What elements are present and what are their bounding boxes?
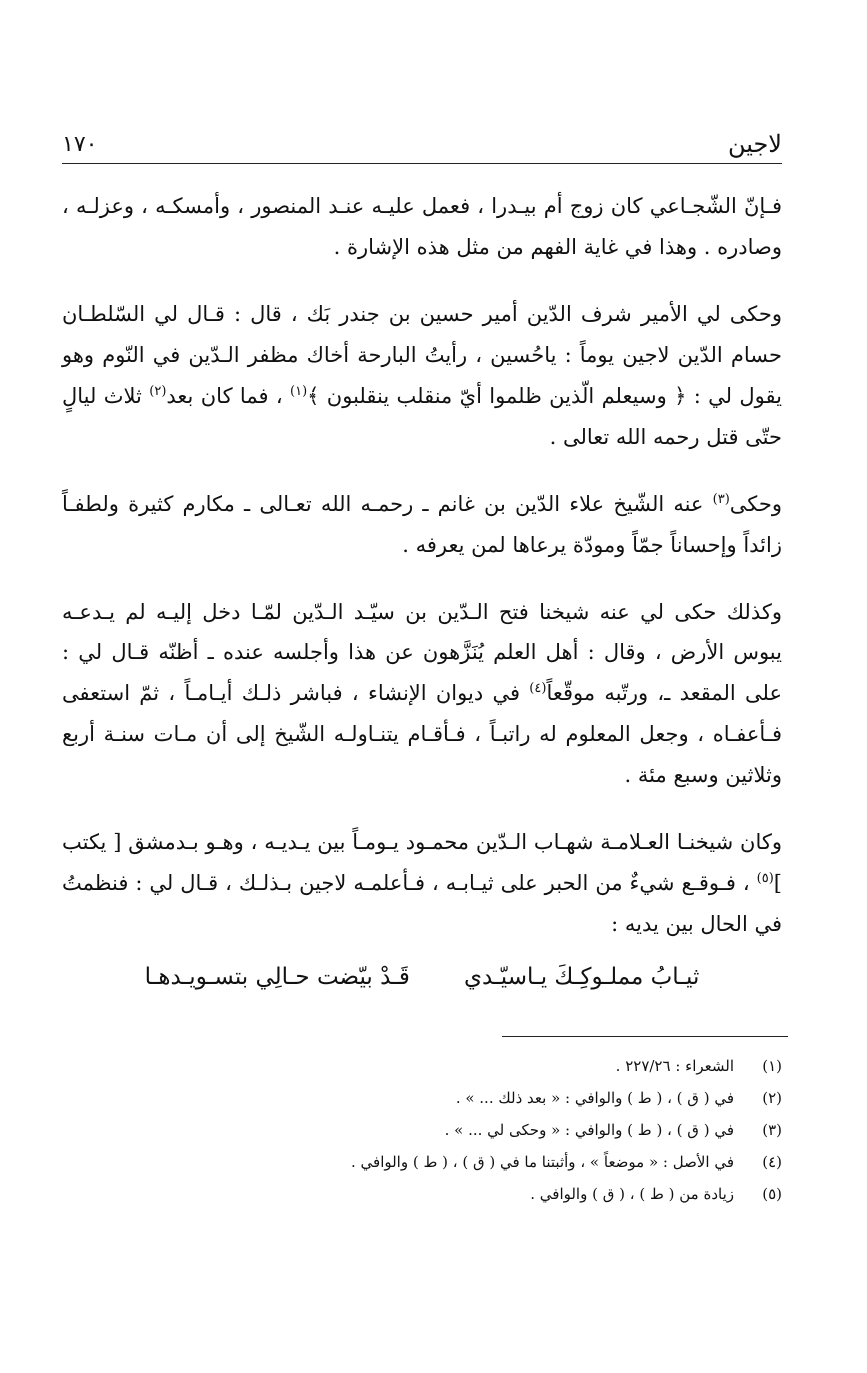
footnote-ref[interactable]: (٤)	[529, 681, 547, 697]
footnote-item	[222, 1146, 782, 1178]
paragraph	[62, 592, 782, 797]
main-text	[62, 186, 782, 1000]
paragraph	[62, 186, 782, 268]
footnote-text: في الأصل : « موضعاً » ، وأثبتنا ما في ( ق ) ، ( ط ) والوافي .	[350, 1152, 734, 1171]
paragraph-text: فـإنّ الشّجـاعي كان زوج أم بيـدرا ، فعمل عليـه عنـد المنصور ، وأمسكـه ، وعزلـه ، وصادره . وهذا في غاية الفهم من مثل هذه الإشارة .	[62, 194, 782, 259]
verse-second-hemistich: قَـدْ بيّضت حـالِي بتسـويـدهـا	[144, 964, 410, 990]
paragraph-text: في ديوان الإنشاء ، فباشر ذلـك أيـامـاً ، ثمّ استعفى فـأعفـاه ، وجعل المعلوم له راتبـاً ، فـأقـام يتنـاولـه الشّيخ إلى أن مـات سنـة أربع وثلاثين وسبع مئة .	[62, 681, 782, 788]
footnote-text: الشعراء : ٢٢٧/٢٦ .	[615, 1056, 734, 1075]
footnote-item	[222, 1050, 782, 1082]
paragraph-text: وحكى	[729, 491, 782, 516]
paragraph-text: وكان شيخنـا العـلامـة شهـاب الـدّين محمـود يـومـاً بين يـديـه ، وهـو بـدمشق [ يكتب ]	[62, 830, 782, 896]
verse-first-hemistich: ثيـابُ مملـوكِـكَ يـاسيّـدي	[463, 964, 700, 990]
poem-verse	[62, 955, 782, 1000]
paragraph-text: عنه الشّيخ علاء الدّين بن غانم ـ رحمـه الله تعـالى ـ مكارم كثيرة ولطفـاً زائداً وإحساناً جمّاً ومودّة يرعاها لمن يعرفه .	[62, 491, 782, 557]
footnote-text: زيادة من ( ط ) ، ( ق ) والوافي .	[530, 1184, 734, 1203]
paragraph	[62, 294, 782, 458]
header-rule	[62, 163, 782, 164]
footnote-ref[interactable]: (٢)	[149, 383, 167, 399]
page-number: ١٧٠	[62, 132, 98, 157]
chapter-title: لاجين	[727, 130, 782, 158]
footnotes	[222, 1050, 782, 1210]
paragraph-text: وحكى لي الأمير شرف الدّين أمير حسين بن جندر بَك ، قال : قـال لي السّلطـان حسام الدّين لاجين يوماً : ياحُسين ، رأيتُ البارحة أخاك مظفر الـدّين في النّوم وهو يقول لي : ﴿ وسيعلم الّذين ظلموا أيّ منقلب ينقلبون ﴾	[62, 301, 782, 408]
footnote-item	[222, 1114, 782, 1146]
running-header	[62, 124, 782, 164]
footnote-number: (٣)	[762, 1120, 782, 1139]
paragraph	[62, 822, 782, 945]
footnote-separator	[502, 1036, 788, 1037]
footnote-number: (٥)	[762, 1184, 782, 1203]
footnote-item	[222, 1082, 782, 1114]
footnote-ref[interactable]: (٥)	[756, 871, 774, 887]
footnote-ref[interactable]: (١)	[290, 383, 308, 399]
footnote-text: في ( ق ) ، ( ط ) والوافي : « وحكى لي ... » .	[444, 1120, 734, 1139]
footnote-number: (١)	[762, 1056, 782, 1075]
paragraph	[62, 484, 782, 566]
footnote-text: في ( ق ) ، ( ط ) والوافي : « بعد ذلك ... » .	[455, 1088, 734, 1107]
footnote-item	[222, 1178, 782, 1210]
paragraph-text: ثلاث ليالٍ حتّى قتل رحمه الله تعالى .	[62, 383, 782, 449]
paragraph-text: ، فما كان بعد	[166, 383, 290, 408]
paragraph-text: ، فـوقـع شيءٌ من الحبر على ثيـابـه ، فـأعلمـه لاجين بـذلـك ، قـال لي : فنظمتُ في الحال بين يديه :	[62, 871, 782, 937]
footnote-number: (٢)	[762, 1088, 782, 1107]
paragraph-text: وكذلك حكى لي عنه شيخنا فتح الـدّين بن سيّـد الـدّين لمّـا دخل إليـه لم يـدعـه يبوس الأرض ، وقال : أهل العلم يُنَزَّهون عن هذا وأجلسه عنده ـ أظنّه قـال لي : على المقعد ـ، ورتّبه موقّعاً	[62, 599, 783, 706]
footnote-ref[interactable]: (٣)	[712, 491, 730, 507]
footnote-number: (٤)	[762, 1152, 782, 1171]
